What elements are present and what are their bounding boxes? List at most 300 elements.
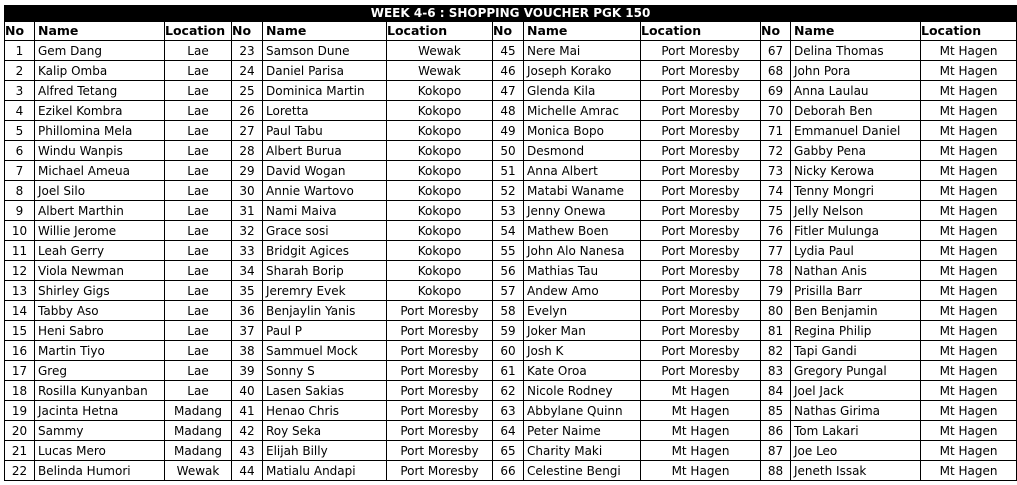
- table-row: [5, 441, 1017, 461]
- cell-name: Windu Wanpis: [35, 141, 165, 161]
- cell-number: 87: [761, 441, 791, 461]
- cell-location: Kokopo: [387, 221, 493, 241]
- cell-location: Mt Hagen: [921, 441, 1017, 461]
- cell-number: 60: [493, 341, 524, 361]
- cell-name: Lasen Sakias: [263, 381, 387, 401]
- cell-name: Michael Ameua: [35, 161, 165, 181]
- header-row: [5, 22, 1017, 41]
- cell-location: Wewak: [387, 41, 493, 61]
- cell-number: 50: [493, 141, 524, 161]
- cell-number: 67: [761, 41, 791, 61]
- cell-name: Viola Newman: [35, 261, 165, 281]
- cell-location: Lae: [165, 161, 232, 181]
- cell-name: Sammuel Mock: [263, 341, 387, 361]
- cell-name: Monica Bopo: [524, 121, 641, 141]
- cell-number: 78: [761, 261, 791, 281]
- cell-number: 21: [5, 441, 35, 461]
- cell-location: Lae: [165, 141, 232, 161]
- cell-name: Roy Seka: [263, 421, 387, 441]
- cell-number: 16: [5, 341, 35, 361]
- cell-number: 31: [232, 201, 263, 221]
- cell-name: Phillomina Mela: [35, 121, 165, 141]
- cell-number: 52: [493, 181, 524, 201]
- cell-location: Lae: [165, 281, 232, 301]
- cell-number: 15: [5, 321, 35, 341]
- cell-name: Sonny S: [263, 361, 387, 381]
- cell-location: Port Moresby: [641, 141, 761, 161]
- cell-name: John Alo Nanesa: [524, 241, 641, 261]
- cell-name: Samson Dune: [263, 41, 387, 61]
- column-header-location: Location: [387, 22, 493, 41]
- cell-number: 29: [232, 161, 263, 181]
- cell-number: 45: [493, 41, 524, 61]
- table-row: [5, 101, 1017, 121]
- cell-number: 9: [5, 201, 35, 221]
- cell-location: Madang: [165, 441, 232, 461]
- cell-location: Kokopo: [387, 181, 493, 201]
- cell-number: 24: [232, 61, 263, 81]
- cell-name: Martin Tiyo: [35, 341, 165, 361]
- cell-name: Tapi Gandi: [791, 341, 921, 361]
- cell-number: 17: [5, 361, 35, 381]
- cell-name: Lydia Paul: [791, 241, 921, 261]
- cell-number: 79: [761, 281, 791, 301]
- cell-number: 64: [493, 421, 524, 441]
- cell-name: Lucas Mero: [35, 441, 165, 461]
- column-header-no: No: [493, 22, 524, 41]
- table-row: [5, 181, 1017, 201]
- table-row: [5, 401, 1017, 421]
- cell-number: 81: [761, 321, 791, 341]
- cell-number: 13: [5, 281, 35, 301]
- cell-location: Mt Hagen: [921, 161, 1017, 181]
- cell-number: 20: [5, 421, 35, 441]
- cell-location: Lae: [165, 241, 232, 261]
- cell-number: 30: [232, 181, 263, 201]
- table-row: [5, 241, 1017, 261]
- cell-location: Mt Hagen: [921, 101, 1017, 121]
- cell-location: Lae: [165, 81, 232, 101]
- column-header-name: Name: [791, 22, 921, 41]
- cell-name: Jelly Nelson: [791, 201, 921, 221]
- cell-number: 34: [232, 261, 263, 281]
- cell-location: Mt Hagen: [641, 441, 761, 461]
- cell-location: Mt Hagen: [921, 81, 1017, 101]
- cell-number: 27: [232, 121, 263, 141]
- cell-location: Kokopo: [387, 101, 493, 121]
- page-title: WEEK 4-6 : SHOPPING VOUCHER PGK 150: [5, 6, 1017, 22]
- cell-location: Lae: [165, 341, 232, 361]
- cell-number: 26: [232, 101, 263, 121]
- cell-name: Jacinta Hetna: [35, 401, 165, 421]
- cell-location: Mt Hagen: [921, 301, 1017, 321]
- cell-name: Alfred Tetang: [35, 81, 165, 101]
- cell-number: 61: [493, 361, 524, 381]
- cell-number: 80: [761, 301, 791, 321]
- cell-location: Mt Hagen: [641, 381, 761, 401]
- cell-number: 32: [232, 221, 263, 241]
- cell-name: Celestine Bengi: [524, 461, 641, 481]
- table-row: [5, 421, 1017, 441]
- cell-location: Wewak: [165, 461, 232, 481]
- cell-location: Lae: [165, 181, 232, 201]
- cell-name: Albert Marthin: [35, 201, 165, 221]
- cell-location: Port Moresby: [641, 301, 761, 321]
- cell-name: Mathew Boen: [524, 221, 641, 241]
- cell-location: Mt Hagen: [921, 401, 1017, 421]
- table-row: [5, 141, 1017, 161]
- cell-location: Mt Hagen: [921, 201, 1017, 221]
- cell-location: Port Moresby: [387, 421, 493, 441]
- cell-number: 84: [761, 381, 791, 401]
- cell-name: Jenny Onewa: [524, 201, 641, 221]
- table-row: [5, 61, 1017, 81]
- cell-name: Henao Chris: [263, 401, 387, 421]
- cell-name: Joseph Korako: [524, 61, 641, 81]
- cell-number: 36: [232, 301, 263, 321]
- table-row: [5, 201, 1017, 221]
- cell-number: 19: [5, 401, 35, 421]
- cell-number: 40: [232, 381, 263, 401]
- cell-location: Port Moresby: [641, 281, 761, 301]
- cell-name: Albert Burua: [263, 141, 387, 161]
- cell-number: 18: [5, 381, 35, 401]
- cell-name: Kate Oroa: [524, 361, 641, 381]
- cell-name: Evelyn: [524, 301, 641, 321]
- cell-name: Benjaylin Yanis: [263, 301, 387, 321]
- cell-location: Mt Hagen: [921, 121, 1017, 141]
- cell-location: Kokopo: [387, 201, 493, 221]
- cell-name: Peter Naime: [524, 421, 641, 441]
- cell-location: Port Moresby: [641, 181, 761, 201]
- cell-name: Elijah Billy: [263, 441, 387, 461]
- cell-number: 68: [761, 61, 791, 81]
- table-body: [5, 6, 1017, 481]
- cell-number: 7: [5, 161, 35, 181]
- cell-name: Daniel Parisa: [263, 61, 387, 81]
- cell-location: Kokopo: [387, 161, 493, 181]
- cell-number: 55: [493, 241, 524, 261]
- cell-location: Port Moresby: [641, 201, 761, 221]
- cell-name: Mathias Tau: [524, 261, 641, 281]
- cell-number: 47: [493, 81, 524, 101]
- cell-name: Nicky Kerowa: [791, 161, 921, 181]
- cell-name: Paul Tabu: [263, 121, 387, 141]
- cell-name: Joker Man: [524, 321, 641, 341]
- cell-name: Kalip Omba: [35, 61, 165, 81]
- column-header-no: No: [232, 22, 263, 41]
- cell-name: Belinda Humori: [35, 461, 165, 481]
- table-row: [5, 121, 1017, 141]
- cell-name: Jeneth Issak: [791, 461, 921, 481]
- cell-name: Nere Mai: [524, 41, 641, 61]
- cell-location: Lae: [165, 361, 232, 381]
- table-row: [5, 301, 1017, 321]
- cell-location: Mt Hagen: [921, 141, 1017, 161]
- table-row: [5, 461, 1017, 481]
- cell-location: Lae: [165, 261, 232, 281]
- cell-location: Wewak: [387, 61, 493, 81]
- cell-location: Port Moresby: [641, 361, 761, 381]
- cell-number: 25: [232, 81, 263, 101]
- cell-location: Port Moresby: [641, 261, 761, 281]
- cell-number: 6: [5, 141, 35, 161]
- cell-location: Port Moresby: [387, 401, 493, 421]
- cell-location: Port Moresby: [387, 381, 493, 401]
- cell-number: 69: [761, 81, 791, 101]
- cell-number: 76: [761, 221, 791, 241]
- cell-location: Port Moresby: [641, 321, 761, 341]
- table-row: [5, 361, 1017, 381]
- cell-location: Lae: [165, 221, 232, 241]
- cell-number: 74: [761, 181, 791, 201]
- cell-location: Mt Hagen: [921, 321, 1017, 341]
- cell-location: Lae: [165, 381, 232, 401]
- cell-number: 48: [493, 101, 524, 121]
- cell-number: 28: [232, 141, 263, 161]
- cell-location: Mt Hagen: [921, 41, 1017, 61]
- cell-name: Gregory Pungal: [791, 361, 921, 381]
- cell-name: Regina Philip: [791, 321, 921, 341]
- table-row: [5, 261, 1017, 281]
- cell-name: Nathan Anis: [791, 261, 921, 281]
- cell-location: Kokopo: [387, 81, 493, 101]
- cell-name: Rosilla Kunyanban: [35, 381, 165, 401]
- cell-location: Lae: [165, 61, 232, 81]
- cell-number: 72: [761, 141, 791, 161]
- cell-name: Delina Thomas: [791, 41, 921, 61]
- cell-name: Sammy: [35, 421, 165, 441]
- cell-name: Nami Maiva: [263, 201, 387, 221]
- cell-name: Sharah Borip: [263, 261, 387, 281]
- cell-number: 71: [761, 121, 791, 141]
- cell-number: 77: [761, 241, 791, 261]
- cell-name: Grace sosi: [263, 221, 387, 241]
- cell-location: Port Moresby: [641, 241, 761, 261]
- cell-number: 57: [493, 281, 524, 301]
- cell-number: 1: [5, 41, 35, 61]
- cell-location: Lae: [165, 121, 232, 141]
- cell-location: Mt Hagen: [921, 461, 1017, 481]
- cell-location: Mt Hagen: [641, 421, 761, 441]
- cell-location: Port Moresby: [641, 121, 761, 141]
- cell-name: Josh K: [524, 341, 641, 361]
- cell-location: Port Moresby: [387, 461, 493, 481]
- cell-name: Ben Benjamin: [791, 301, 921, 321]
- cell-number: 62: [493, 381, 524, 401]
- cell-location: Mt Hagen: [921, 421, 1017, 441]
- cell-location: Mt Hagen: [641, 401, 761, 421]
- cell-number: 58: [493, 301, 524, 321]
- cell-location: Kokopo: [387, 261, 493, 281]
- cell-number: 63: [493, 401, 524, 421]
- cell-name: David Wogan: [263, 161, 387, 181]
- cell-number: 43: [232, 441, 263, 461]
- cell-number: 42: [232, 421, 263, 441]
- cell-name: Fitler Mulunga: [791, 221, 921, 241]
- cell-location: Port Moresby: [641, 161, 761, 181]
- table-row: [5, 221, 1017, 241]
- cell-name: Loretta: [263, 101, 387, 121]
- cell-name: Leah Gerry: [35, 241, 165, 261]
- title-row: [5, 6, 1017, 22]
- cell-name: Joe Leo: [791, 441, 921, 461]
- column-header-location: Location: [641, 22, 761, 41]
- cell-number: 46: [493, 61, 524, 81]
- cell-location: Lae: [165, 101, 232, 121]
- cell-location: Port Moresby: [387, 341, 493, 361]
- cell-name: Matabi Waname: [524, 181, 641, 201]
- cell-name: Shirley Gigs: [35, 281, 165, 301]
- table-row: [5, 321, 1017, 341]
- cell-name: Abbylane Quinn: [524, 401, 641, 421]
- cell-name: Nicole Rodney: [524, 381, 641, 401]
- cell-name: Heni Sabro: [35, 321, 165, 341]
- cell-number: 82: [761, 341, 791, 361]
- cell-name: Joel Jack: [791, 381, 921, 401]
- cell-name: Jeremry Evek: [263, 281, 387, 301]
- voucher-table: [4, 5, 1017, 481]
- cell-name: Tom Lakari: [791, 421, 921, 441]
- cell-location: Port Moresby: [641, 61, 761, 81]
- cell-number: 8: [5, 181, 35, 201]
- cell-location: Port Moresby: [641, 81, 761, 101]
- cell-name: Tenny Mongri: [791, 181, 921, 201]
- cell-location: Mt Hagen: [921, 261, 1017, 281]
- cell-location: Port Moresby: [641, 341, 761, 361]
- cell-number: 2: [5, 61, 35, 81]
- cell-name: Annie Wartovo: [263, 181, 387, 201]
- cell-number: 12: [5, 261, 35, 281]
- cell-location: Mt Hagen: [921, 381, 1017, 401]
- cell-location: Kokopo: [387, 241, 493, 261]
- cell-name: Joel Silo: [35, 181, 165, 201]
- column-header-no: No: [5, 22, 35, 41]
- table-row: [5, 281, 1017, 301]
- cell-name: Andew Amo: [524, 281, 641, 301]
- cell-number: 88: [761, 461, 791, 481]
- cell-number: 49: [493, 121, 524, 141]
- cell-name: Emmanuel Daniel: [791, 121, 921, 141]
- cell-number: 23: [232, 41, 263, 61]
- column-header-location: Location: [165, 22, 232, 41]
- cell-location: Kokopo: [387, 121, 493, 141]
- cell-location: Port Moresby: [641, 101, 761, 121]
- table-row: [5, 381, 1017, 401]
- cell-number: 44: [232, 461, 263, 481]
- cell-name: Prisilla Barr: [791, 281, 921, 301]
- column-header-name: Name: [35, 22, 165, 41]
- cell-number: 83: [761, 361, 791, 381]
- cell-name: Desmond: [524, 141, 641, 161]
- cell-number: 3: [5, 81, 35, 101]
- cell-number: 39: [232, 361, 263, 381]
- column-header-name: Name: [524, 22, 641, 41]
- cell-number: 86: [761, 421, 791, 441]
- cell-location: Lae: [165, 321, 232, 341]
- cell-number: 14: [5, 301, 35, 321]
- cell-number: 65: [493, 441, 524, 461]
- cell-number: 85: [761, 401, 791, 421]
- cell-name: Paul P: [263, 321, 387, 341]
- cell-location: Mt Hagen: [641, 461, 761, 481]
- cell-location: Port Moresby: [387, 361, 493, 381]
- cell-number: 38: [232, 341, 263, 361]
- cell-location: Port Moresby: [387, 441, 493, 461]
- table-row: [5, 161, 1017, 181]
- cell-name: Bridgit Agices: [263, 241, 387, 261]
- column-header-name: Name: [263, 22, 387, 41]
- table-row: [5, 41, 1017, 61]
- cell-location: Mt Hagen: [921, 341, 1017, 361]
- cell-location: Lae: [165, 41, 232, 61]
- cell-number: 56: [493, 261, 524, 281]
- cell-location: Madang: [165, 421, 232, 441]
- cell-name: John Pora: [791, 61, 921, 81]
- cell-location: Port Moresby: [387, 321, 493, 341]
- cell-location: Kokopo: [387, 281, 493, 301]
- table-row: [5, 341, 1017, 361]
- cell-number: 54: [493, 221, 524, 241]
- cell-location: Port Moresby: [641, 221, 761, 241]
- cell-number: 66: [493, 461, 524, 481]
- cell-name: Tabby Aso: [35, 301, 165, 321]
- cell-number: 37: [232, 321, 263, 341]
- cell-location: Lae: [165, 301, 232, 321]
- cell-location: Madang: [165, 401, 232, 421]
- cell-number: 33: [232, 241, 263, 261]
- column-header-location: Location: [921, 22, 1017, 41]
- cell-location: Mt Hagen: [921, 221, 1017, 241]
- cell-number: 59: [493, 321, 524, 341]
- cell-location: Mt Hagen: [921, 61, 1017, 81]
- cell-number: 35: [232, 281, 263, 301]
- cell-location: Kokopo: [387, 141, 493, 161]
- table-row: [5, 81, 1017, 101]
- cell-name: Ezikel Kombra: [35, 101, 165, 121]
- cell-name: Greg: [35, 361, 165, 381]
- cell-name: Matialu Andapi: [263, 461, 387, 481]
- cell-location: Mt Hagen: [921, 241, 1017, 261]
- cell-name: Anna Laulau: [791, 81, 921, 101]
- cell-name: Michelle Amrac: [524, 101, 641, 121]
- cell-name: Willie Jerome: [35, 221, 165, 241]
- cell-number: 41: [232, 401, 263, 421]
- cell-location: Mt Hagen: [921, 361, 1017, 381]
- cell-number: 53: [493, 201, 524, 221]
- cell-number: 11: [5, 241, 35, 261]
- cell-number: 75: [761, 201, 791, 221]
- cell-name: Charity Maki: [524, 441, 641, 461]
- cell-name: Nathas Girima: [791, 401, 921, 421]
- cell-number: 4: [5, 101, 35, 121]
- cell-name: Anna Albert: [524, 161, 641, 181]
- column-header-no: No: [761, 22, 791, 41]
- cell-location: Mt Hagen: [921, 281, 1017, 301]
- cell-location: Port Moresby: [641, 41, 761, 61]
- cell-name: Gem Dang: [35, 41, 165, 61]
- cell-number: 51: [493, 161, 524, 181]
- cell-location: Mt Hagen: [921, 181, 1017, 201]
- cell-number: 5: [5, 121, 35, 141]
- cell-name: Deborah Ben: [791, 101, 921, 121]
- cell-number: 22: [5, 461, 35, 481]
- cell-name: Dominica Martin: [263, 81, 387, 101]
- voucher-sheet: [4, 5, 998, 481]
- cell-location: Port Moresby: [387, 301, 493, 321]
- cell-name: Gabby Pena: [791, 141, 921, 161]
- cell-number: 73: [761, 161, 791, 181]
